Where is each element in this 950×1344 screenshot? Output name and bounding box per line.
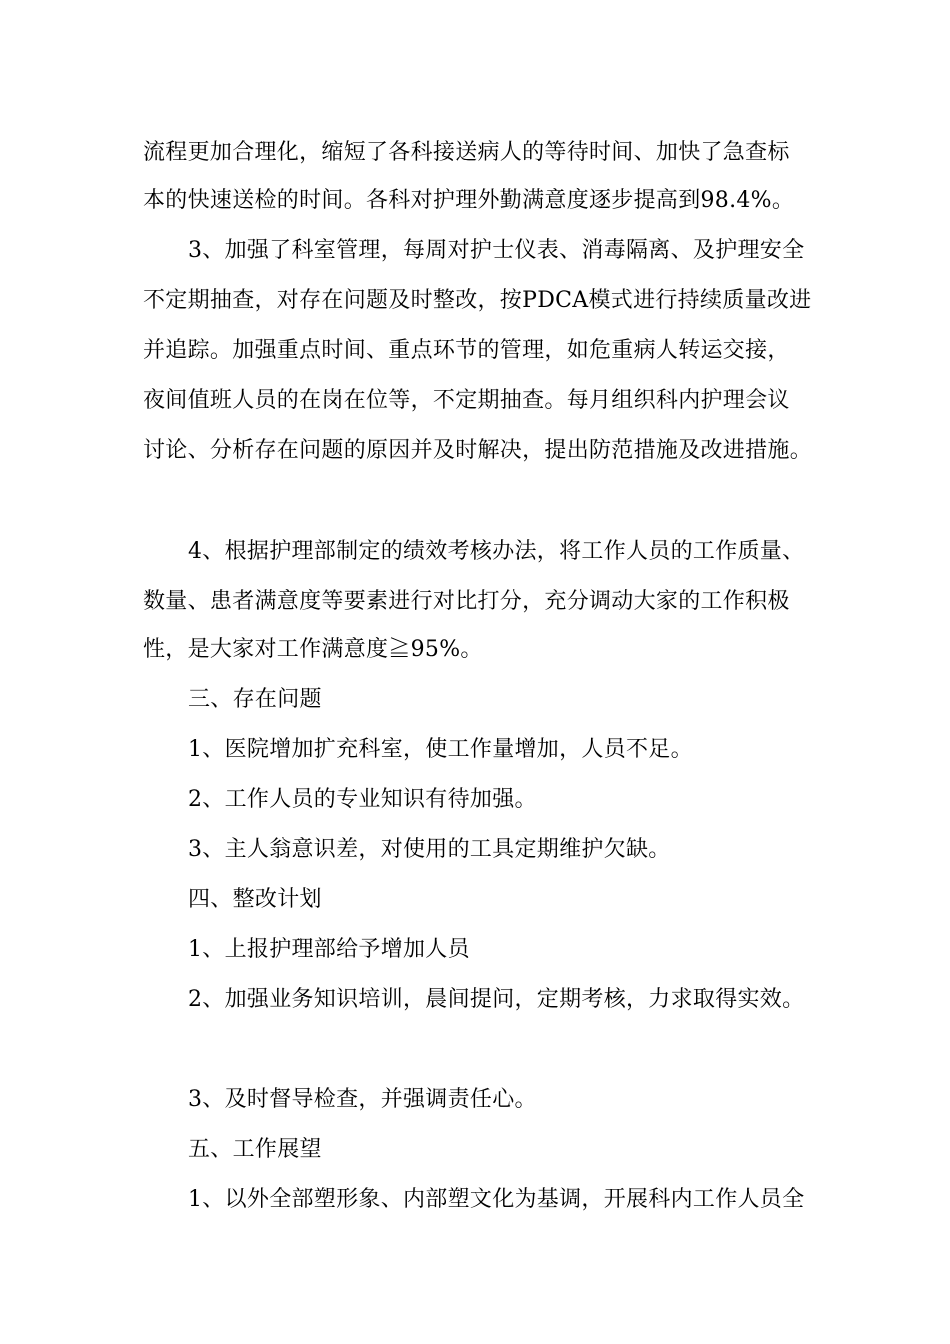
section-heading-problems: 三、存在问题 — [188, 687, 322, 712]
paragraph-4-start: 4、根据护理部制定的绩效考核办法，将工作人员的工作质量、 — [188, 539, 805, 564]
text-line: 不定期抽查，对存在问题及时整改，按PDCA模式进行持续质量改进 — [143, 288, 812, 313]
list-item: 1、以外全部塑形象、内部塑文化为基调，开展科内工作人员全 — [188, 1187, 805, 1212]
list-item: 2、工作人员的专业知识有待加强。 — [188, 787, 537, 812]
list-item: 3、主人翁意识差，对使用的工具定期维护欠缺。 — [188, 837, 671, 862]
paragraph-3-start: 3、加强了科室管理，每周对护士仪表、消毒隔离、及护理安全 — [188, 238, 805, 263]
list-item: 2、加强业务知识培训，晨间提问，定期考核，力求取得实效。 — [188, 987, 805, 1012]
text-line: 夜间值班人员的在岗在位等，不定期抽查。每月组织科内护理会议 — [143, 388, 790, 413]
text-line: 并追踪。加强重点时间、重点环节的管理，如危重病人转运交接， — [143, 338, 790, 363]
text-line: 讨论、分析存在问题的原因并及时解决，提出防范措施及改进措施。 — [143, 438, 813, 463]
text-line: 本的快速送检的时间。各科对护理外勤满意度逐步提高到98.4%。 — [143, 188, 795, 213]
list-item: 1、医院增加扩充科室，使工作量增加，人员不足。 — [188, 737, 693, 762]
section-heading-plan: 四、整改计划 — [188, 887, 322, 912]
text-line: 性，是大家对工作满意度≧95%。 — [143, 637, 483, 662]
list-item: 3、及时督导检查，并强调责任心。 — [188, 1087, 537, 1112]
text-line: 流程更加合理化，缩短了各科接送病人的等待时间、加快了急查标 — [143, 140, 790, 165]
list-item: 1、上报护理部给予增加人员 — [188, 937, 470, 962]
text-line: 数量、患者满意度等要素进行对比打分，充分调动大家的工作积极 — [143, 589, 790, 614]
section-heading-outlook: 五、工作展望 — [188, 1137, 322, 1162]
